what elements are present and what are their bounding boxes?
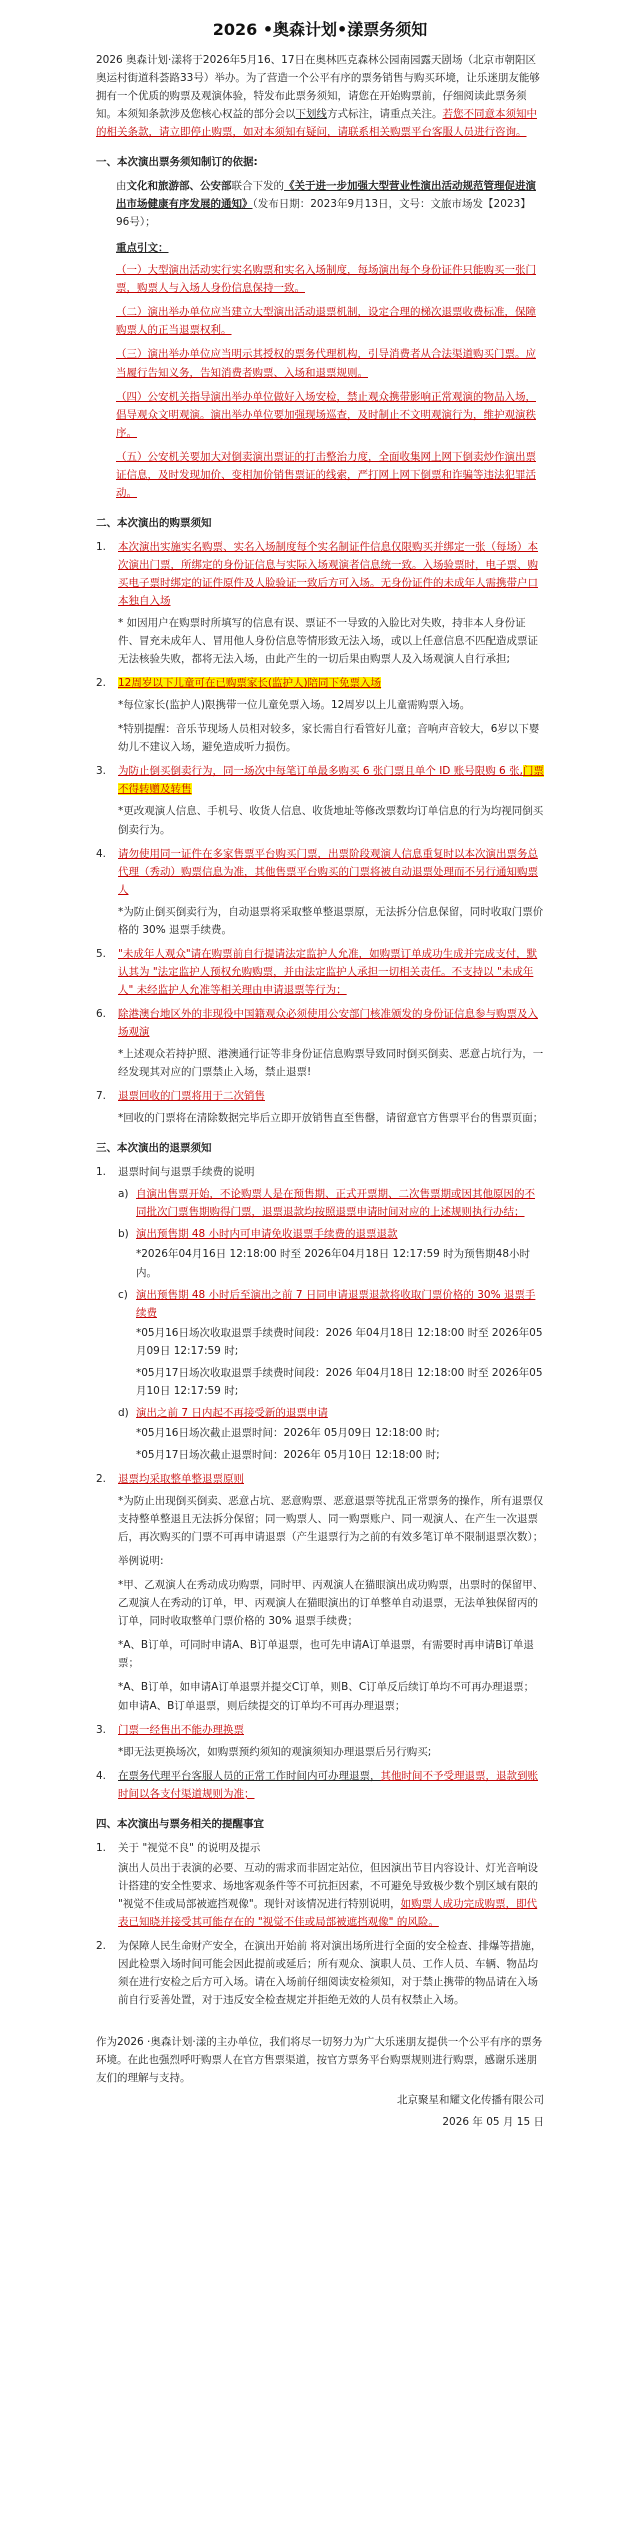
item-note: * 如因用户在购票时所填写的信息有误、票证不一导致的入脸比对失败，持非本人身份证件、冒充未成年人、冒用他人身份信息等情形致无法入场，或以上任意信息不匹配造成票证无法核验失败，都将无法入场，由此产生的一切后果由购票人及入场观演人自行承担; <box>118 617 538 666</box>
basis-departments: 文化和旅游部、公安部 <box>126 180 232 193</box>
item-number: 5. <box>96 947 107 960</box>
organizer-signature: 北京聚星和耀文化传播有限公司 <box>397 2094 544 2107</box>
item-text: 本次演出实施实名购票、实名入场制度每个实名制证件信息仅限购买并绑定一张（每场）本次演出门票，所绑定的身份证信息与实际入场观演者信息统一致。入场验票时，电子票、购买电子票时绑定的证件原件及人脸验证一致后方可入场。无身份证件的未成年人需携带户口本独自入场 <box>118 540 538 608</box>
basis-paragraph <box>96 177 544 231</box>
item-number: 4. <box>96 847 107 860</box>
item-number: 2. <box>96 1472 107 1485</box>
list-item <box>96 845 544 899</box>
item-note: *特别提醒：音乐节现场人员相对较多，家长需自行看管好儿童；音响声音较大，6岁以下婴幼儿不建议入场，避免造成听力损伤。 <box>118 723 540 754</box>
item-text: 退票时间与退票手续费的说明 <box>118 1166 255 1179</box>
item-note: *上述观众若持护照、港澳通行证等非身份证信息购票导致同时倒买倒卖、恶意占坑行为，一经发现其对应的门票禁止入场，禁止退票! <box>118 1048 544 1079</box>
sub-list-item <box>118 1185 544 1221</box>
sub-item-note: *05月16日场次截止退票时间：2026年 05月09日 12:18:00 时; <box>136 1426 440 1439</box>
quote-item: （一）大型演出活动实行实名购票和实名入场制度，每场演出每个身份证件只能购买一张门票，购票人与入场人身份信息保持一致。 <box>116 264 536 295</box>
item-text: 退票回收的门票将用于二次销售 <box>118 1090 265 1103</box>
sub-list-item <box>118 1225 544 1243</box>
item-paragraph <box>96 1859 544 1931</box>
notice-document-link[interactable]: 《关于进一步加强大型营业性演出活动规范管理促进演出市场健康有序发展的通知》 <box>116 180 536 211</box>
sub-item-note: *05月17日场次收取退票手续费时间段：2026 年04月18日 12:18:00 时至 2026年05月10日 12:17:59 时; <box>136 1366 543 1397</box>
intro-warning: 若您不同意本须知中的相关条款，请立即停止购票，如对本须知有疑问，请联系相关购票平台客服人员进行咨询。 <box>96 107 537 138</box>
sub-item-text: 演出预售期 48 小时后至演出之前 7 日同申请退票退款将收取门票价格的 30% 退票手续费 <box>136 1288 536 1319</box>
sub-list-item <box>118 1404 544 1422</box>
item-text: 退票均采取整单整退票原则 <box>118 1472 244 1485</box>
list-item <box>96 1839 544 1857</box>
sub-list-item <box>118 1286 544 1322</box>
example-note: *甲、乙观演人在秀动成功购票，同时甲、丙观演人在猫眼演出成功购票，出票时的保留甲、乙观演人在秀动的订单，甲、丙观演人在猫眼演出的订单整单自动退票，无法单独保留丙的订单，同时收取整单门票价格的 30% 退票手续费； <box>118 1579 544 1628</box>
basis-text: 由 <box>116 180 127 193</box>
item-number: 6. <box>96 1007 107 1020</box>
list-item <box>96 1087 544 1105</box>
item-note: *为防止出现倒买倒卖、恶意占坑、恶意购票、恶意退票等扰乱正常票务的操作，所有退票仅支持整单整退且无法拆分保留；同一购票人、同一购票账户、同一观演人、在产生一次退票后，再次购买的门票不可再申请退票（产生退票行为之前的有效多笔订单不限制退票次数）； <box>118 1495 544 1544</box>
item-number: 2. <box>96 1940 107 1953</box>
section-2-title: 二、本次演出的购票须知 <box>96 516 212 529</box>
sub-item-note: *05月17日场次截止退票时间：2026年 05月10日 12:18:00 时; <box>136 1448 440 1461</box>
list-item <box>96 1163 544 1181</box>
item-number: 1. <box>96 1841 107 1854</box>
item-number: 7. <box>96 1090 107 1103</box>
sub-item-note: *2026年04月16日 12:18:00 时至 2026年04月18日 12:17:59 时为预售期48小时内。 <box>136 1248 531 1279</box>
item-note: *即无法更换场次，如购票预约须知的观演须知办理退票后另行购买; <box>118 1745 432 1758</box>
list-item <box>96 538 544 610</box>
list-item <box>96 1470 544 1488</box>
quote-item: （四）公安机关指导演出举办单位做好入场安检，禁止观众携带影响正常观演的物品入场，倡导观众文明观演。演出举办单位要加强现场巡查，及时制止不文明观演行为，维护观演秩序。 <box>116 390 536 439</box>
item-number: 2. <box>96 677 107 690</box>
signature-date: 2026 年 05 月 15 日 <box>442 2116 544 2129</box>
quote-item: （三）演出举办单位应当明示其授权的票务代理机构，引导消费者从合法渠道购买门票。应当履行告知义务，告知消费者购票、入场和退票规则。 <box>116 348 536 379</box>
page-title: 2026 •奥森计划•漾票务须知 <box>212 20 428 39</box>
example-note: *A、B订单，可同时申请A、B订单退票，也可先申请A订单退票，有需要时再申请B订单退票； <box>118 1639 534 1670</box>
basis-text-3: （发布日期：2023年9月13日，文号：文旅市场发【2023】96号）； <box>116 198 531 229</box>
closing-paragraph: 作为2026 ·奥森计划·漾的主办单位，我们将尽一切努力为广大乐迷朋友提供一个公平有序的票务环境。在此也强烈呼吁购票人在官方售票渠道，按官方票务平台购票规则进行购票，感谢乐迷朋友们的理解与支持。 <box>96 2036 543 2085</box>
item-text: 为保障人民生命财产安全，在演出开始前 将对演出场所进行全面的安全检查、排爆等措施，因此检票入场时间可能会因此提前或延后；所有观众、演职人员、工作人员、车辆、物品均须在进行安检之后方可入场。请在入场前仔细阅读安检须知，对于禁止携带的物品请在入场前自行妥善处置，对于违反安全检查规定并拒绝无效的人员有权禁止入场。 <box>118 1940 542 2007</box>
item-note: *回收的门票将在清除数据完毕后立即开放销售直至售罄，请留意官方售票平台的售票页面； <box>118 1112 544 1125</box>
list-item <box>96 945 544 999</box>
quote-item: （五）公安机关要加大对倒卖演出票证的打击整治力度，全面收集网上网下倒卖炒作演出票证信息，及时发现加价、变相加价销售票证的线索，严打网上网下倒票和诈骗等违法犯罪活动。 <box>116 450 536 499</box>
item-text: 除港澳台地区外的非现役中国籍观众必须使用公安部门核准颁发的身份证信息参与购票及入场观演 <box>118 1007 538 1038</box>
list-item <box>96 1721 544 1739</box>
list-item <box>96 1005 544 1041</box>
intro-text: 2026 奥森计划·漾将于2026年5月16、17日在奥林匹克森林公园南园露天剧场（北京市朝阳区奥运村街道科荟路33号）举办。为了营造一个公平有序的票务销售与购买环境，让乐迷朋友能够拥有一个优质的购票及观演体验，特发布此票务须知，请您在开始购票前，仔细阅读此票务须知。本须知条款涉及您核心权益的部分会以 <box>96 53 540 120</box>
example-title: 举例说明: <box>118 1555 164 1568</box>
item-number: 3. <box>96 765 107 778</box>
intro-paragraph <box>96 51 544 141</box>
list-item <box>96 1767 544 1803</box>
quote-item: （二）演出举办单位应当建立大型演出活动退票机制，设定合理的梯次退票收费标准，保障购票人的正当退票权利。 <box>116 306 536 337</box>
item-text-warning: 其他时间不予受理退票，退款到账时间以各支付渠道规则为准； <box>118 1769 538 1800</box>
section-1-title: 一、本次演出票务须知制订的依据: <box>96 156 258 169</box>
item-number: 3. <box>96 1723 107 1736</box>
list-item <box>96 1937 544 2009</box>
key-quotes-title: 重点引文： <box>116 242 169 255</box>
sub-item-note: *05月16日场次收取退票手续费时间段：2026 年04月18日 12:18:00 时至 2026年05月09日 12:17:59 时; <box>136 1326 543 1357</box>
sub-item-letter: c) <box>118 1288 128 1301</box>
sub-item-text: 演出预售期 48 小时内可申请免收退票手续费的退票退款 <box>136 1228 398 1241</box>
sub-item-text: 自演出售票开始，不论购票人是在预售期、正式开票期、二次售票期或因其他原因的不同批次门票售期购得门票，退票退款均按照退票申请时间对应的上述规则执行办结； <box>136 1188 535 1219</box>
basis-text-2: 联合下发的 <box>231 180 284 193</box>
intro-underline-word: 下划线 <box>295 107 327 120</box>
item-number: 1. <box>96 540 107 553</box>
example-note: *A、B订单，如申请A订单退票并提交C订单，则B、C订单反后续订单均不可再办理退票；如申请A、B订单退票，则后续提交的订单均不可再办理退票； <box>118 1681 535 1712</box>
item-paragraph-text: 演出人员出于表演的必要、互动的需求而非固定站位，但因演出节目内容设计、灯光音响设计搭建的安全性要求、场地客观条件等不可抗拒因素，不可避免导致极少数个别区域有限的 "视觉不佳或局部被遮挡观像"。现针对该情况进行特别说明， <box>118 1861 538 1910</box>
sub-item-letter: a) <box>118 1188 129 1201</box>
section-3-title: 三、本次演出的退票须知 <box>96 1142 212 1155</box>
section-4-title: 四、本次演出与票务相关的提醒事宜 <box>96 1817 264 1830</box>
sub-item-letter: d) <box>118 1406 129 1419</box>
intro-text-2: 方式标注，请重点关注。 <box>327 107 443 120</box>
item-text: 请勿使用同一证件在多家售票平台购买门票，出票阶段观演人信息重复时以本次演出票务总代理（秀动）购票信息为准，其他售票平台购买的门票将被自动退票处理而不另行通知购票人 <box>118 847 538 896</box>
item-text-highlight: 12周岁以下儿童可在已购票家长(监护人)陪同下免票入场 <box>118 677 382 690</box>
item-text: 在票务代理平台客服人员的正常工作时间内可办理退票， <box>118 1769 381 1782</box>
item-number: 1. <box>96 1166 107 1179</box>
sub-item-text: 演出之前 7 日内起不再接受新的退票申请 <box>136 1406 328 1419</box>
item-text: 为防止倒买倒卖行为，同一场次中每笔订单最多购买 6 张门票且单个 ID 账号限购 6 张, <box>118 765 523 778</box>
item-number: 4. <box>96 1769 107 1782</box>
item-paragraph-underline: 如购票人成功完成购票，即代表已知晓并接受其可能存在的 "视觉不佳或局部被遮挡观像" 的风险。 <box>118 1897 538 1928</box>
list-item <box>96 674 544 692</box>
item-note: *每位家长(监护人)限携带一位儿童免票入场。12周岁以上儿童需购票入场。 <box>118 699 471 712</box>
item-text: 门票一经售出不能办理换票 <box>118 1723 244 1736</box>
item-text-highlight: 门票不得转赠及转售 <box>118 765 544 796</box>
item-note: *更改观演人信息、手机号、收货人信息、收货地址等修改票数均订单信息的行为均视同倒买倒卖行为。 <box>118 805 544 836</box>
item-text: 关于 "视觉不良" 的说明及提示 <box>118 1841 261 1854</box>
item-note: *为防止倒买倒卖行为，自动退票将采取整单整退票原，无法拆分信息保留，同时收取门票价格的 30% 退票手续费。 <box>118 905 544 936</box>
item-text: "未成年人观众"请在购票前自行提请法定监护人允准，如购票订单成功生成并完成支付，默认其为 "法定监护人预权允购购票，并由法定监护人承担一切相关责任。不支持以 "未成年人" 未经监护人允准等相关理由申请退票等行为； <box>118 947 538 996</box>
sub-item-letter: b) <box>118 1228 129 1241</box>
list-item <box>96 762 544 798</box>
